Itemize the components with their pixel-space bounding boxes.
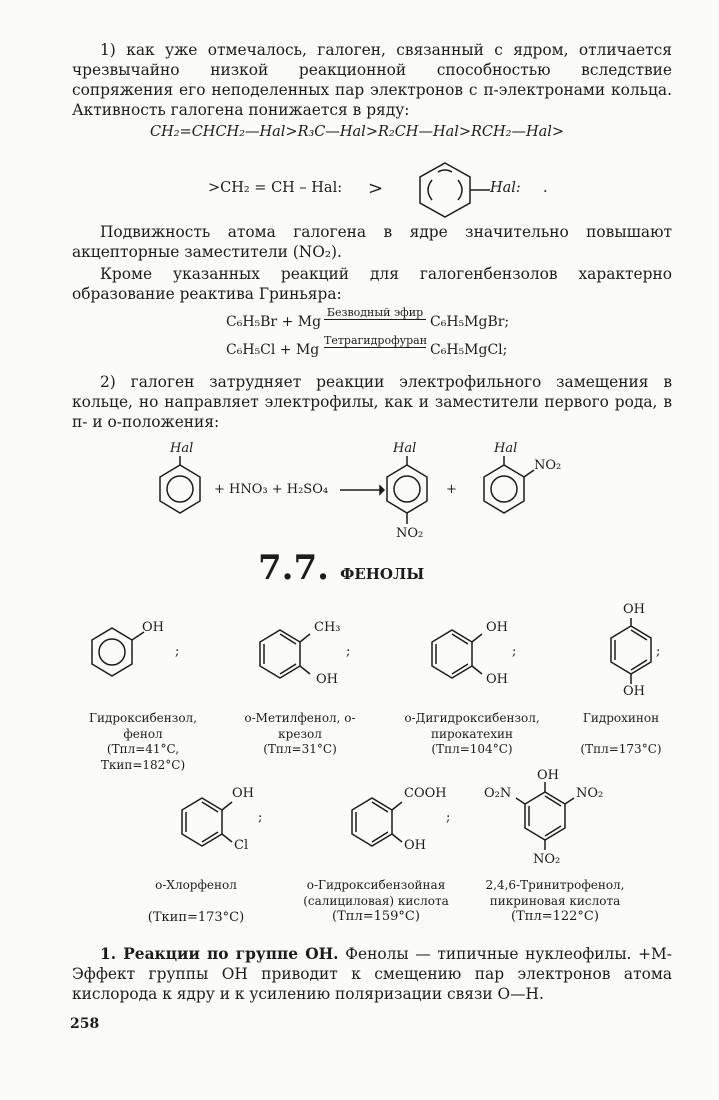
- grignard-eq-1-left: C₆H₅Br + Mg: [226, 314, 322, 330]
- catechol-ring-icon: [424, 624, 494, 688]
- grignard-eq-1-right: C₆H₅MgBr;: [430, 314, 510, 330]
- catechol-oh-label-2: OH: [486, 672, 508, 687]
- semicolon: ;: [258, 810, 263, 825]
- hydroquinone-props: (Tпл=173°C): [580, 741, 662, 756]
- o-cresol-name: о-Метилфенол, о-крезол: [244, 711, 356, 741]
- picric-acid-caption: [480, 878, 630, 925]
- period: .: [543, 180, 548, 196]
- semicolon: ;: [346, 644, 351, 659]
- picric-no2-label-1: NO₂: [576, 786, 604, 801]
- o-chlorophenol-oh-label: OH: [232, 786, 254, 801]
- hydroquinone-oh-label-2: OH: [623, 684, 645, 699]
- halogen-label: Hal:: [490, 180, 521, 196]
- picric-acid-props: (Tпл=122°C): [511, 909, 599, 924]
- salicylic-acid-name: о-Гидроксибензойная (салициловая) кислота: [303, 878, 449, 908]
- phenol-name: Гидроксибензол, фенол: [89, 711, 197, 741]
- salicylic-cooh-label: COOH: [404, 786, 447, 801]
- paragraph-electrophilic-substitution: 2) галоген затрудняет реакции электрофильного замещения в кольце, но направляет электрофилы, как и заместители первого рода, в п- и о-положения:: [72, 373, 672, 431]
- ortho-nitro-product-ring-icon: [479, 456, 539, 516]
- catechol-caption: [392, 711, 552, 758]
- phenol-caption: [68, 711, 218, 773]
- semicolon: ;: [512, 644, 517, 659]
- semicolon: ;: [656, 644, 661, 659]
- picric-acid-ring-icon: [516, 780, 576, 854]
- reactivity-series: CH₂=CHCH₂—Hal>R₃C—Hal>R₂CH—Hal>RCH₂—Hal>: [150, 124, 565, 140]
- picric-o2n-label: O₂N: [484, 786, 512, 801]
- phenol-props: (Tпл=41°C, Tкип=182°C): [100, 742, 186, 772]
- paragraph-oh-reactions: [72, 944, 672, 1004]
- page-number: 258: [70, 1016, 100, 1032]
- o-chlorophenol-props: (Tкип=173°C): [147, 909, 245, 925]
- grignard-eq-2-condition: Тетрагидрофуран: [324, 334, 428, 347]
- hydroquinone-oh-label-1: OH: [623, 602, 645, 617]
- o-chlorophenol-name: о-Хлорфенол: [155, 878, 237, 892]
- ortho-product-no2-label: NO₂: [534, 458, 562, 473]
- salicylic-acid-props: (Tпл=159°C): [332, 909, 420, 924]
- grignard-eq-2-right: C₆H₅MgCl;: [430, 342, 508, 358]
- grignard-eq-2-left: C₆H₅Cl + Mg: [226, 342, 320, 358]
- paragraph-acceptor-substituents: Подвижность атома галогена в ядре значительно повышают акцепторные заместители (NO₂).: [72, 223, 672, 261]
- section-number: 7.7.: [258, 548, 329, 588]
- para-product-hal-label: Hal: [393, 441, 417, 456]
- paragraph-halogen-reactivity: 1) как уже отмечалось, галоген, связанный с ядром, отличается чрезвычайно низкой реакционной способностью вследствие сопряжения его неподеленных пар электронов с π-электронами кольца. Активность галогена понижается в ряду:: [72, 41, 672, 119]
- ortho-product-hal-label: Hal: [494, 441, 518, 456]
- para-product-no2-label: NO₂: [396, 526, 424, 541]
- hydroquinone-caption: [566, 711, 676, 757]
- grignard-eq-1-condition: Безводный эфир: [324, 306, 426, 320]
- picric-acid-name: 2,4,6-Тринитрофенол, пикриновая кислота: [485, 878, 625, 908]
- halobenzene-ring-icon: [155, 456, 205, 516]
- para-nitro-product-ring-icon: [382, 456, 432, 526]
- phenol-oh-label: OH: [142, 620, 164, 635]
- o-chlorophenol-caption: [126, 878, 266, 925]
- reactant-hal-label: Hal: [170, 441, 194, 456]
- picric-oh-label: OH: [537, 768, 559, 783]
- catechol-oh-label-1: OH: [486, 620, 508, 635]
- hydroquinone-name: Гидрохинон: [582, 711, 660, 725]
- section-heading: [258, 548, 424, 588]
- plus-sign: +: [446, 482, 457, 497]
- paragraph-oh-reactions-heading: 1. Реакции по группе OH.: [100, 945, 339, 963]
- benzene-ring-icon: [410, 158, 500, 218]
- paragraph-oh-reactions-text: Фенолы — типичные нуклеофилы. +M-Эффект группы OH приводит к смещению пар электронов атома кислорода к ядру и к усилению поляризации связи O—H.: [72, 945, 672, 1003]
- catechol-name: о-Дигидроксибензол, пирокатехин: [404, 711, 540, 741]
- hydroquinone-ring-icon: [606, 616, 656, 688]
- reaction-arrow-icon: [340, 483, 384, 497]
- o-cresol-ring-icon: [252, 624, 322, 688]
- comparison-sign: >: [368, 178, 384, 199]
- salicylic-oh-label: OH: [404, 838, 426, 853]
- picric-no2-label-2: NO₂: [533, 852, 561, 867]
- catechol-props: (Tпл=104°C): [431, 742, 513, 756]
- salicylic-acid-caption: [296, 878, 456, 925]
- semicolon: ;: [446, 810, 451, 825]
- o-chlorophenol-cl-label: Cl: [234, 838, 249, 853]
- o-cresol-ch3-label: CH₃: [314, 620, 341, 635]
- paragraph-grignard: Кроме указанных реакций для галогенбензолов характерно образование реактива Гриньяра:: [72, 265, 672, 303]
- allyl-halide-formula: >CH₂ = CH – Hal:: [208, 180, 343, 196]
- o-cresol-oh-label: OH: [316, 672, 338, 687]
- semicolon: ;: [175, 644, 180, 659]
- reagents-label: + HNO₃ + H₂SO₄: [214, 482, 329, 497]
- o-cresol-caption: [230, 711, 370, 758]
- o-cresol-props: (Tпл=31°C): [263, 742, 337, 756]
- section-title: ФЕНОЛЫ: [340, 565, 425, 583]
